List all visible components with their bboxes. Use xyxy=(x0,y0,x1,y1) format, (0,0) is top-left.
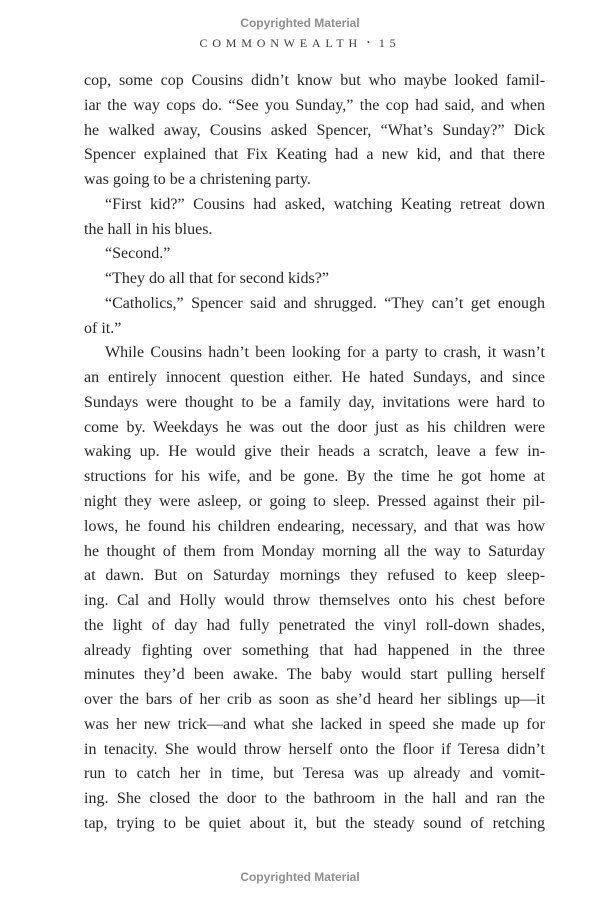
text-line: ing. She closed the door to the bathroom in the hall and ran the xyxy=(84,790,545,808)
text-line: was going to be a christening party. xyxy=(84,171,311,189)
text-line: he walked away, Cousins asked Spencer, “What’s Sunday?” Dick xyxy=(84,121,545,139)
text-line: tap, trying to be quiet about it, but the steady sound of retching xyxy=(84,814,546,832)
paragraph xyxy=(84,341,545,836)
text-line: was her new trick—and what she lacked in speed she made up for xyxy=(84,715,545,733)
paragraph xyxy=(84,267,545,292)
paragraph xyxy=(84,69,545,193)
text-line: at dawn. But on Saturday mornings they refused to keep sleep- xyxy=(84,567,546,585)
paragraph xyxy=(84,193,545,243)
paragraph xyxy=(84,242,545,267)
text-line: minutes they’d been awake. The baby would start pulling herself xyxy=(84,666,545,684)
text-line: “First kid?” Cousins had asked, watching Keating retreat down xyxy=(105,195,545,213)
page-number: 15 xyxy=(378,36,401,50)
text-line: over the bars of her crib as soon as she’d heard her siblings up—it xyxy=(84,691,546,709)
body-text xyxy=(84,69,545,837)
text-line: structions for his wife, and be gone. By the time he got home at xyxy=(84,468,546,486)
text-line: the light of day had fully penetrated the vinyl roll-down shades, xyxy=(84,616,545,634)
copyright-notice-top: Copyrighted Material xyxy=(240,16,360,30)
text-line: run to catch her in time, but Teresa was up already and vomit- xyxy=(84,765,546,783)
text-line: an entirely innocent question either. He hated Sundays, and since xyxy=(84,369,545,387)
text-line: “They do all that for second kids?” xyxy=(105,270,329,288)
running-head xyxy=(0,36,600,51)
text-line: “Second.” xyxy=(105,245,171,263)
text-line: night they were asleep, or going to sleep. Pressed against their pil- xyxy=(84,493,545,511)
text-line: cop, some cop Cousins didn’t know but who maybe looked famil- xyxy=(84,72,546,89)
copyright-notice-bottom: Copyrighted Material xyxy=(240,870,360,884)
paragraph xyxy=(84,292,545,342)
text-line: Spencer explained that Fix Keating had a new kid, and that there xyxy=(84,146,545,164)
text-line: waking up. He would give their heads a scratch, leave a few in- xyxy=(84,443,546,461)
text-line: the hall in his blues. xyxy=(84,220,213,238)
text-line: While Cousins hadn’t been looking for a party to crash, it wasn’t xyxy=(105,344,545,362)
text-line: “Catholics,” Spencer said and shrugged. “They can’t get enough xyxy=(105,294,546,312)
bullet-separator-icon: • xyxy=(367,38,370,47)
text-line: lows, he found his children endearing, necessary, and that was how xyxy=(84,517,546,535)
text-line: Sundays were thought to be a family day, invitations were hard to xyxy=(84,393,546,411)
running-title: COMMONWEALTH xyxy=(199,36,363,50)
text-line: ing. Cal and Holly would throw themselves onto his chest before xyxy=(84,592,545,610)
text-line: in tenacity. She would throw herself onto the floor if Teresa didn’t xyxy=(84,740,545,758)
text-line: already fighting over something that had happened in the three xyxy=(84,641,545,659)
text-line: come by. Weekdays he was out the door just as his children were xyxy=(84,418,546,436)
text-line: he thought of them from Monday morning all the way to Saturday xyxy=(84,542,545,560)
text-line: iar the way cops do. “See you Sunday,” the cop had said, and when xyxy=(84,96,546,114)
text-line: of it.” xyxy=(84,319,122,337)
